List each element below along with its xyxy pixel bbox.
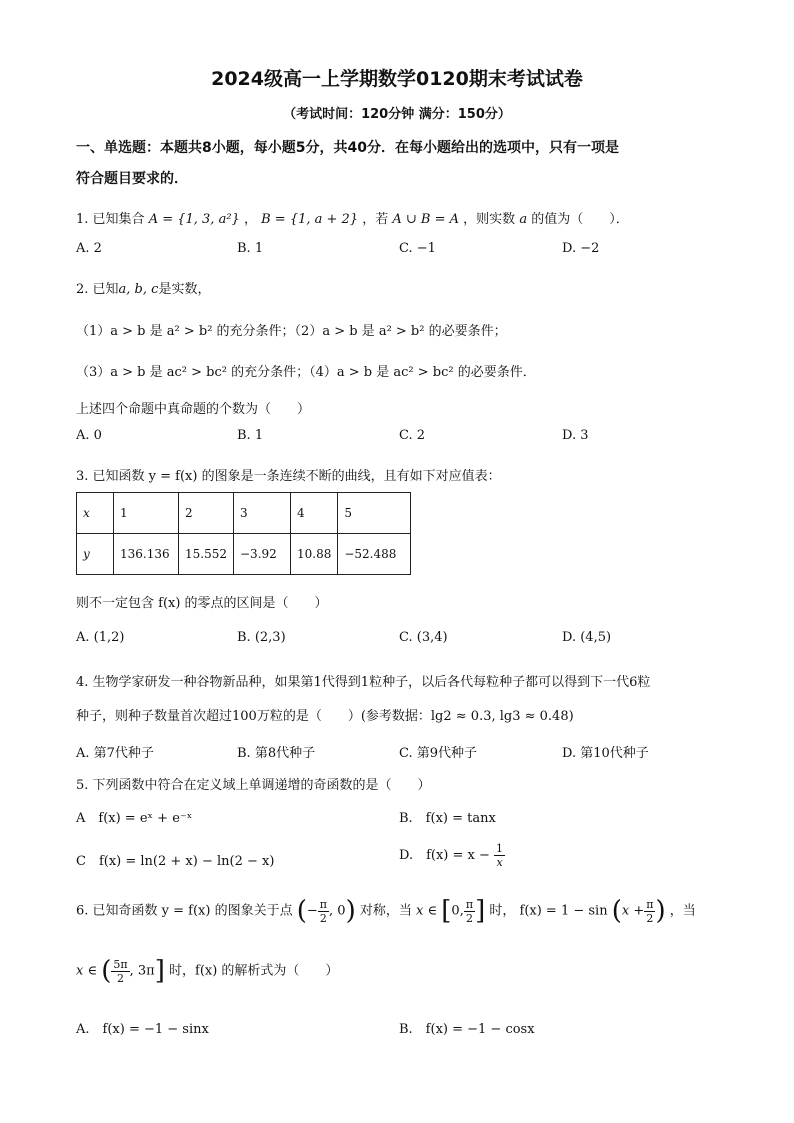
q1-option-c[interactable]: C. −1: [399, 241, 436, 256]
fraction-denominator: x: [496, 856, 503, 869]
q1-set-b: B = {1, a + 2}: [261, 212, 359, 227]
q6-argument-fraction: [644, 898, 655, 925]
q1-middle: ，若: [362, 212, 389, 227]
table-cell: −3.92: [234, 534, 291, 575]
q5-option-d-prefix: D. f(x) = x −: [399, 848, 490, 863]
section-heading-line2: 符合题目要求的．: [76, 171, 188, 187]
bracket-right-icon: ]: [475, 896, 486, 926]
question-4-stem-line2: 种子，则种子数量首次超过100万粒的是（ ）(参考数据：lg2 ≈ 0.3, lg3 ≈ 0.48): [76, 709, 574, 724]
fraction-numerator: π: [646, 897, 654, 911]
q6-tail: ，当: [669, 903, 696, 919]
question-1-stem: [76, 208, 629, 227]
exam-subtitle: （考试时间：120分钟 满分：150分）: [283, 107, 511, 122]
q4-option-b[interactable]: B. 第8代种子: [237, 746, 316, 761]
paren-left-icon: (: [101, 956, 112, 986]
q6-interval-head: 0,: [451, 903, 464, 919]
q2-option-a[interactable]: A. 0: [76, 428, 102, 443]
table-header-y: y: [77, 534, 114, 575]
question-2-stem: [76, 278, 210, 297]
q2-question: 上述四个命题中真命题的个数为（ ）: [76, 402, 311, 417]
q2-option-b[interactable]: B. 1: [237, 428, 264, 443]
paren-left-icon: (: [611, 896, 622, 926]
fraction-numerator: 1: [496, 842, 504, 855]
q5-option-a[interactable]: A f(x) = eˣ + e⁻ˣ: [76, 811, 193, 826]
paren-right-icon: ): [655, 896, 666, 926]
question-5-stem: 5. 下列函数中符合在定义域上单调递增的奇函数的是（ ）: [76, 778, 431, 793]
bracket-left-icon: [: [441, 896, 452, 926]
q2-option-c[interactable]: C. 2: [399, 428, 426, 443]
q6-function: f(x) = 1 − sin: [519, 903, 608, 919]
q6-prefix: 6. 已知奇函数 y = f(x) 的图象关于点: [76, 903, 293, 919]
q6-option-a[interactable]: A. f(x) = −1 − sinx: [76, 1022, 209, 1037]
q1-end: 的值为（ ）．: [531, 212, 629, 227]
q6-line2-fraction: [111, 958, 129, 985]
section-heading-line1: 一、单选题：本题共8小题，每小题5分，共40分．在每小题给出的选项中，只有一项是: [76, 140, 619, 156]
table-cell: 4: [291, 493, 338, 534]
table-cell: 1: [114, 493, 179, 534]
q2-prefix: 2. 已知: [76, 282, 119, 297]
table-cell: 5: [338, 493, 411, 534]
q6-when: 时，: [489, 903, 516, 919]
q3-option-d[interactable]: D. (4,5): [562, 630, 612, 645]
q1-prefix: 1. 已知集合: [76, 212, 145, 227]
value-table: [76, 492, 411, 575]
q4-option-c[interactable]: C. 第9代种子: [399, 746, 478, 761]
paren-right-icon: ): [345, 896, 356, 926]
table-cell: 3: [234, 493, 291, 534]
q1-option-d[interactable]: D. −2: [562, 241, 600, 256]
q6-option-b[interactable]: B. f(x) = −1 − cosx: [399, 1022, 535, 1037]
table-cell: 2: [179, 493, 234, 534]
q5-option-c[interactable]: C f(x) = ln(2 + x) − ln(2 − x): [76, 854, 275, 869]
q6-point-tail: , 0: [329, 903, 346, 919]
q4-option-d[interactable]: D. 第10代种子: [562, 746, 649, 761]
q1-post: ，则实数: [463, 212, 516, 227]
question-6-stem-line2: [76, 956, 338, 986]
q2-option-d[interactable]: D. 3: [562, 428, 589, 443]
table-cell: −52.488: [338, 534, 411, 575]
fraction-denominator: 2: [465, 911, 473, 925]
q6-middle: 对称，当: [359, 903, 412, 919]
table-cell: 136.136: [114, 534, 179, 575]
q1-condition: A ∪ B = A: [392, 212, 460, 227]
q5-option-d[interactable]: [399, 842, 505, 869]
q2-suffix: 是实数，: [158, 282, 211, 297]
q3-option-a[interactable]: A. (1,2): [76, 630, 125, 645]
q5-option-d-fraction: [494, 842, 505, 869]
q1-comma: ，: [243, 212, 257, 227]
table-row-y: [77, 534, 411, 575]
q6-line2-interval-tail: , 3π: [129, 963, 155, 979]
q6-argument: x +: [621, 903, 645, 919]
table-header-x: x: [77, 493, 114, 534]
q2-statement-3-4: （3）a > b 是 ac² > bc² 的充分条件；（4）a > b 是 ac² > bc² 的必要条件．: [76, 365, 536, 380]
q2-variables: a, b, c: [118, 282, 159, 297]
fraction-numerator: π: [465, 897, 474, 911]
table-cell: 15.552: [179, 534, 234, 575]
q6-point-fraction: [318, 898, 329, 925]
fraction-numerator: 5π: [113, 957, 128, 971]
q1-variable: a: [519, 212, 528, 227]
fraction-denominator: 2: [117, 971, 124, 985]
q4-option-a[interactable]: A. 第7代种子: [76, 746, 154, 761]
q1-option-a[interactable]: A. 2: [76, 241, 102, 256]
question-6-stem-line1: 6. 已知奇函数 y = f(x) 的图象关于点 (− $\frac{\pi}{2}$ , 0) 对称，当 x ∈ [0, $\frac{\pi}{2}$ ] 时， f(x) = 1 − sin (x + $\frac{\pi}{2}$ ) ，当: [76, 896, 696, 926]
q6-x-in: x ∈: [416, 903, 438, 919]
q6-interval-fraction: [464, 898, 475, 925]
bracket-right-icon: ]: [154, 956, 165, 986]
q3-option-c[interactable]: C. (3,4): [399, 630, 448, 645]
table-row-x: [77, 493, 411, 534]
fraction-denominator: 2: [646, 911, 654, 925]
question-4-stem-line1: 4. 生物学家研发一种谷物新品种，如果第1代得到1粒种子，以后各代每粒种子都可以得到下一代6粒: [76, 675, 651, 690]
q1-set-a: A = {1, 3, a²}: [148, 212, 240, 227]
table-cell: 10.88: [291, 534, 338, 575]
q3-question: 则不一定包含 f(x) 的零点的区间是（ ）: [76, 596, 328, 611]
q6-line2-post: 时，f(x) 的解析式为（ ）: [169, 963, 339, 979]
q1-option-b[interactable]: B. 1: [237, 241, 264, 256]
exam-title: 2024级高一上学期数学0120期末考试试卷: [211, 68, 583, 90]
q5-option-b[interactable]: B. f(x) = tanx: [399, 811, 496, 826]
question-3-stem: 3. 已知函数 y = f(x) 的图象是一条连续不断的曲线，且有如下对应值表：: [76, 469, 501, 484]
q2-statement-1-2: （1）a > b 是 a² > b² 的充分条件；（2）a > b 是 a² > b² 的必要条件；: [76, 324, 507, 339]
fraction-numerator: π: [319, 897, 328, 911]
fraction-denominator: 2: [319, 911, 327, 925]
q6-line2-prefix: x ∈: [76, 963, 98, 979]
q3-option-b[interactable]: B. (2,3): [237, 630, 286, 645]
paren-left-icon: (: [296, 896, 307, 926]
